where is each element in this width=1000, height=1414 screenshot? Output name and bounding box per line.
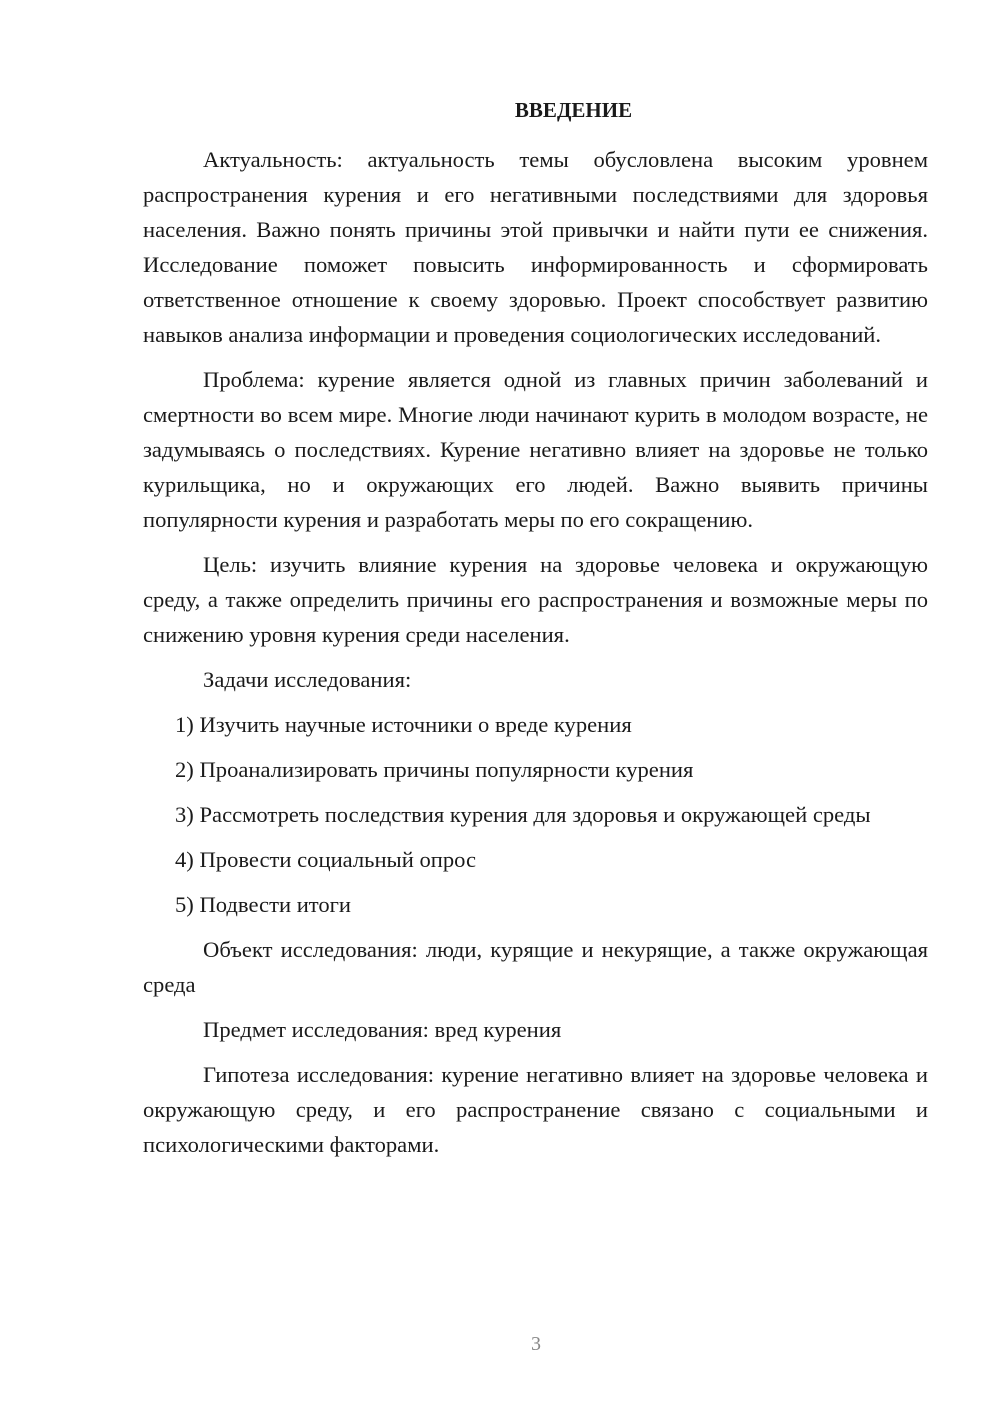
page-number: 3 — [531, 1333, 541, 1355]
goal-paragraph: Цель: изучить влияние курения на здоровье человека и окружающую среду, а также определить причины его распространения и возможные меры по снижению уровня курения среди населения. — [143, 552, 928, 647]
hypothesis-paragraph: Гипотеза исследования: курение негативно влияет на здоровье человека и окружающую среду, и его распространение связано с социальными и психологическими факторами. — [143, 1062, 928, 1157]
section-heading: ВВЕДЕНИЕ — [514, 98, 633, 122]
subject-paragraph: Предмет исследования: вред курения — [203, 1017, 562, 1042]
object-paragraph: Объект исследования: люди, курящие и некурящие, а также окружающая среда — [143, 937, 928, 997]
tasks-title: Задачи исследования: — [203, 667, 412, 692]
task-item-4: 4) Провести социальный опрос — [175, 847, 477, 872]
relevance-paragraph: Актуальность: актуальность темы обусловлена высоким уровнем распространения курения и его негативными последствиями для здоровья населения. Важно понять причины этой привычки и найти пути ее снижения. Исследование поможет повысить информированность и сформировать ответственное отношение к своему здоровью. Проект способствует развитию навыков анализа информации и проведения социологических исследований. — [143, 147, 928, 347]
document-page — [143, 92, 928, 1172]
task-item-2: 2) Проанализировать причины популярности курения — [175, 757, 694, 782]
problem-paragraph: Проблема: курение является одной из главных причин заболеваний и смертности во всем мире. Многие люди начинают курить в молодом возрасте, не задумываясь о последствиях. Курение негативно влияет на здоровье не только курильщика, но и окружающих его людей. Важно выявить причины популярности курения и разработать меры по его сокращению. — [143, 367, 928, 532]
task-item-5: 5) Подвести итоги — [175, 892, 352, 917]
task-item-3: 3) Рассмотреть последствия курения для здоровья и окружающей среды — [175, 802, 871, 827]
task-item-1: 1) Изучить научные источники о вреде курения — [175, 712, 632, 737]
